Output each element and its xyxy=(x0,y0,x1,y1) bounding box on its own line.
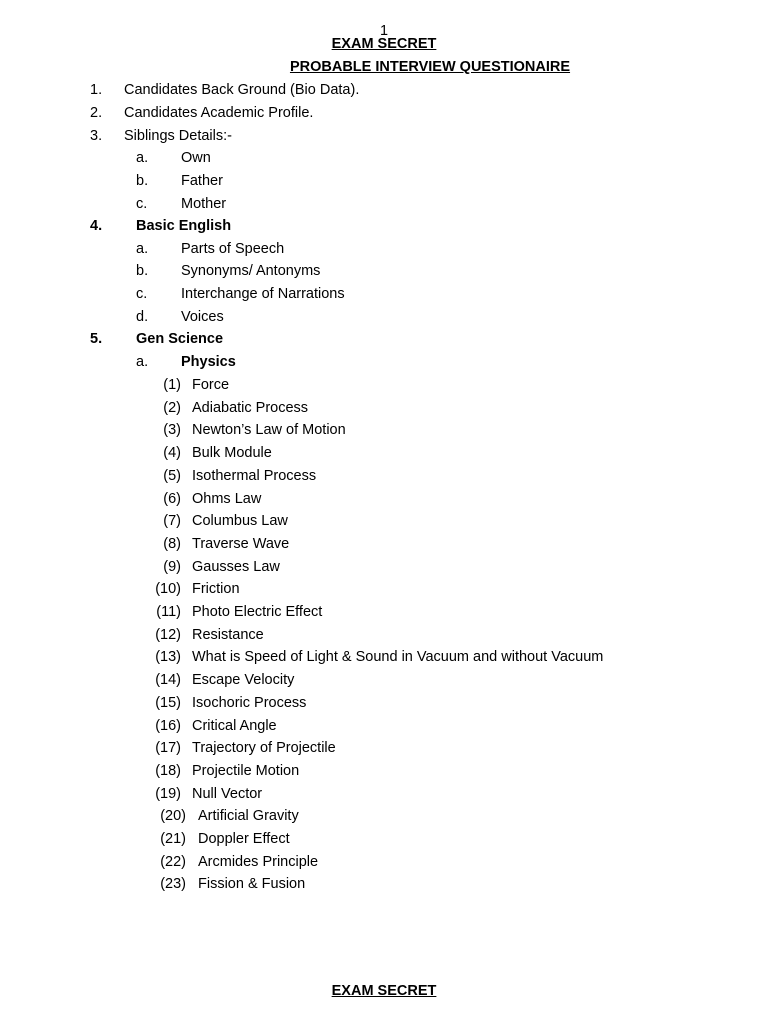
physics-topic-text: Isochoric Process xyxy=(192,695,307,711)
document-title: PROBABLE INTERVIEW QUESTIONAIRE xyxy=(289,59,571,75)
physics-topic-number: (10) xyxy=(155,581,181,597)
subitem-text: Mother xyxy=(181,196,227,212)
physics-topic-number: (19) xyxy=(155,786,181,802)
subitem-letter: c. xyxy=(136,286,148,302)
item-number: 1. xyxy=(90,82,103,98)
subitem-letter: b. xyxy=(136,173,149,189)
physics-topic-number: (1) xyxy=(163,377,181,393)
physics-topic-text: Friction xyxy=(192,581,240,597)
physics-topic-text: Bulk Module xyxy=(192,445,272,461)
physics-topic-text: Fission & Fusion xyxy=(198,876,306,892)
physics-topic-text: Isothermal Process xyxy=(192,468,317,484)
item-text: Candidates Academic Profile. xyxy=(124,105,314,121)
physics-topic-number: (22) xyxy=(160,854,186,870)
classification-header: EXAM SECRET xyxy=(331,36,437,52)
section-heading: Basic English xyxy=(136,218,232,234)
subitem-letter: c. xyxy=(136,196,148,212)
section-number: 5. xyxy=(90,331,103,347)
physics-topic-number: (14) xyxy=(155,672,181,688)
item-text: Siblings Details:- xyxy=(124,128,232,144)
physics-topic-text: Adiabatic Process xyxy=(192,400,309,416)
page-number: 1 xyxy=(379,23,389,39)
physics-topic-text: Null Vector xyxy=(192,786,263,802)
physics-topic-number: (12) xyxy=(155,627,181,643)
subitem-text: Parts of Speech xyxy=(181,241,285,257)
physics-topic-number: (13) xyxy=(155,649,181,665)
subitem-text: Interchange of Narrations xyxy=(181,286,345,302)
physics-topic-text: Columbus Law xyxy=(192,513,288,529)
physics-topic-number: (21) xyxy=(160,831,186,847)
physics-topic-number: (2) xyxy=(163,400,181,416)
physics-topic-text: Photo Electric Effect xyxy=(192,604,323,620)
physics-topic-number: (6) xyxy=(163,491,181,507)
physics-topic-text: Escape Velocity xyxy=(192,672,295,688)
physics-topic-text: Traverse Wave xyxy=(192,536,290,552)
physics-topic-text: Critical Angle xyxy=(192,718,277,734)
subitem-text: Voices xyxy=(181,309,224,325)
physics-topic-text: Resistance xyxy=(192,627,264,643)
subitem-text: Synonyms/ Antonyms xyxy=(181,263,321,279)
subitem-letter: a. xyxy=(136,354,149,370)
physics-topic-text: Projectile Motion xyxy=(192,763,300,779)
subitem-text: Own xyxy=(181,150,211,166)
subsection-heading: Physics xyxy=(181,354,236,370)
physics-topic-number: (20) xyxy=(160,808,186,824)
section-number: 4. xyxy=(90,218,103,234)
subitem-text: Father xyxy=(181,173,223,189)
physics-topic-number: (17) xyxy=(155,740,181,756)
physics-topic-text: Force xyxy=(192,377,230,393)
physics-topic-text: Newton’s Law of Motion xyxy=(192,422,346,438)
physics-topic-text: Doppler Effect xyxy=(198,831,290,847)
item-text: Candidates Back Ground (Bio Data). xyxy=(124,82,360,98)
subitem-letter: b. xyxy=(136,263,149,279)
physics-topic-number: (3) xyxy=(163,422,181,438)
section-heading: Gen Science xyxy=(136,331,224,347)
physics-topic-text: Arcmides Principle xyxy=(198,854,319,870)
subitem-letter: d. xyxy=(136,309,149,325)
subitem-letter: a. xyxy=(136,241,149,257)
physics-topic-number: (16) xyxy=(155,718,181,734)
physics-topic-number: (23) xyxy=(160,876,186,892)
physics-topic-text: Artificial Gravity xyxy=(198,808,299,824)
subitem-letter: a. xyxy=(136,150,149,166)
item-number: 3. xyxy=(90,128,103,144)
physics-topic-text: Trajectory of Projectile xyxy=(192,740,336,756)
physics-topic-number: (11) xyxy=(156,604,181,620)
classification-footer: EXAM SECRET xyxy=(331,983,437,999)
physics-topic-text: Gausses Law xyxy=(192,559,280,575)
physics-topic-number: (9) xyxy=(163,559,181,575)
physics-topic-number: (5) xyxy=(163,468,181,484)
physics-topic-number: (15) xyxy=(155,695,181,711)
physics-topic-number: (4) xyxy=(163,445,181,461)
physics-topic-number: (8) xyxy=(163,536,181,552)
physics-topic-text: Ohms Law xyxy=(192,491,262,507)
physics-topic-number: (7) xyxy=(163,513,181,529)
item-number: 2. xyxy=(90,105,103,121)
physics-topic-text: What is Speed of Light & Sound in Vacuum and without Vacuum xyxy=(192,649,604,665)
physics-topic-number: (18) xyxy=(155,763,181,779)
